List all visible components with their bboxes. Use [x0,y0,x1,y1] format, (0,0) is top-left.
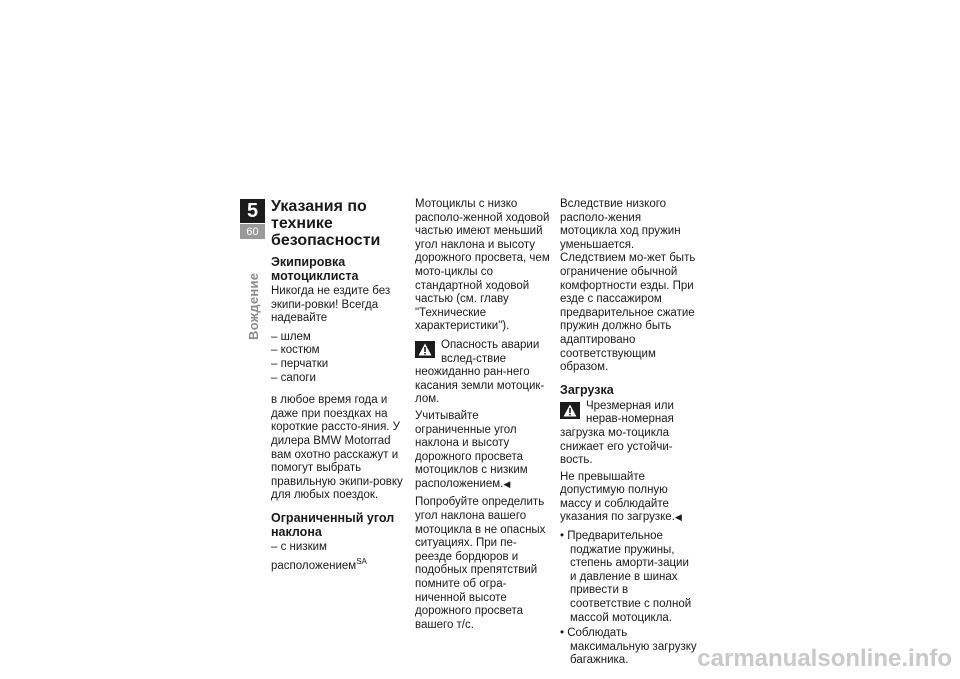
end-triangle-icon: ◀ [674,512,682,523]
column-1 [271,198,409,578]
paragraph-text: Не превышайте допустимую полную массу и соблюдайте указания по загрузке. [560,470,675,524]
page-number: 60 [240,224,265,239]
subheading-equipment: Экипировка мотоциклиста [271,255,359,283]
equipment-list [271,331,409,385]
option-code: SA [356,556,367,566]
warning-triangle-icon [560,402,580,419]
warning-text: Опасность аварии вслед-ствие неожиданно ран-него касания земли мотоцик-лом. [415,338,545,406]
warning-block [415,339,553,407]
list-item: – костюм [271,344,409,358]
loading-list [560,530,698,668]
watermark: carmanualsonline.info [697,645,952,672]
list-item: • Предварительное поджатие пружины, степень аморти-зации и давление в шинах привести в соответствие с полной массой мотоцикла. [560,530,698,625]
subheading-lean-angle: Ограниченный угол наклона [271,510,395,539]
list-item [271,541,409,573]
subheading-loading: Загрузка [560,382,614,397]
section-heading: Указания по технике безопасности [271,198,381,249]
end-triangle-icon: ◀ [503,478,511,489]
option-list [271,541,409,573]
paragraph: Мотоциклы с низко располо-женной ходовой частью имеют меньший угол наклона и высоту дорожного просвета, чем мото-циклы со стандартной ходовой частью (см. главу "Технические характеристики"). [415,198,550,333]
list-item: – перчатки [271,358,409,372]
warning-text: Чрезмерная или нерав-номерная загрузка мо-тоцикла снижает его устойчи-вость. [560,399,674,467]
paragraph [560,471,698,525]
paragraph: Попробуйте определить угол наклона вашего мотоцикла в не опасных ситуациях. При пе-реезде бордюров и подобных препятствий помните об огра-ниченной высоте дорожного просвета вашего т/с. [415,496,546,631]
option-text: с низким расположением [271,540,357,572]
list-item: – сапоги [271,372,409,386]
paragraph: Вследствие низкого располо-жения мотоцикла ход пружин уменьшается. Следствием мо-жет быть ограничение обычной комфортности езды. При езде с пассажиром предварительное сжатие пружин должно быть адаптировано соответствующим образом. [560,198,696,374]
column-2 [415,198,553,637]
paragraph: в любое время года и даже при поездках на короткие рассто-яния. У дилера BMW Motorrad вам охотно расскажут и помогут выбрать правильную экипи-ровку для любых поездок. [271,394,403,502]
list-item: – шлем [271,331,409,345]
paragraph-text: Учитывайте ограниченные угол наклона и высоту дорожного просвета мотоциклов с низким расположением. [415,409,528,490]
chapter-title: Вождение [246,272,261,340]
column-3 [560,198,698,670]
paragraph [415,410,553,492]
warning-block [560,400,698,468]
list-item: • Соблюдать максимальную загрузку багажника. [560,627,698,668]
warning-triangle-icon [415,341,435,358]
chapter-number: 5 [240,199,265,223]
paragraph: Никогда не ездите без экипи-ровки! Всегда надевайте [271,285,391,325]
